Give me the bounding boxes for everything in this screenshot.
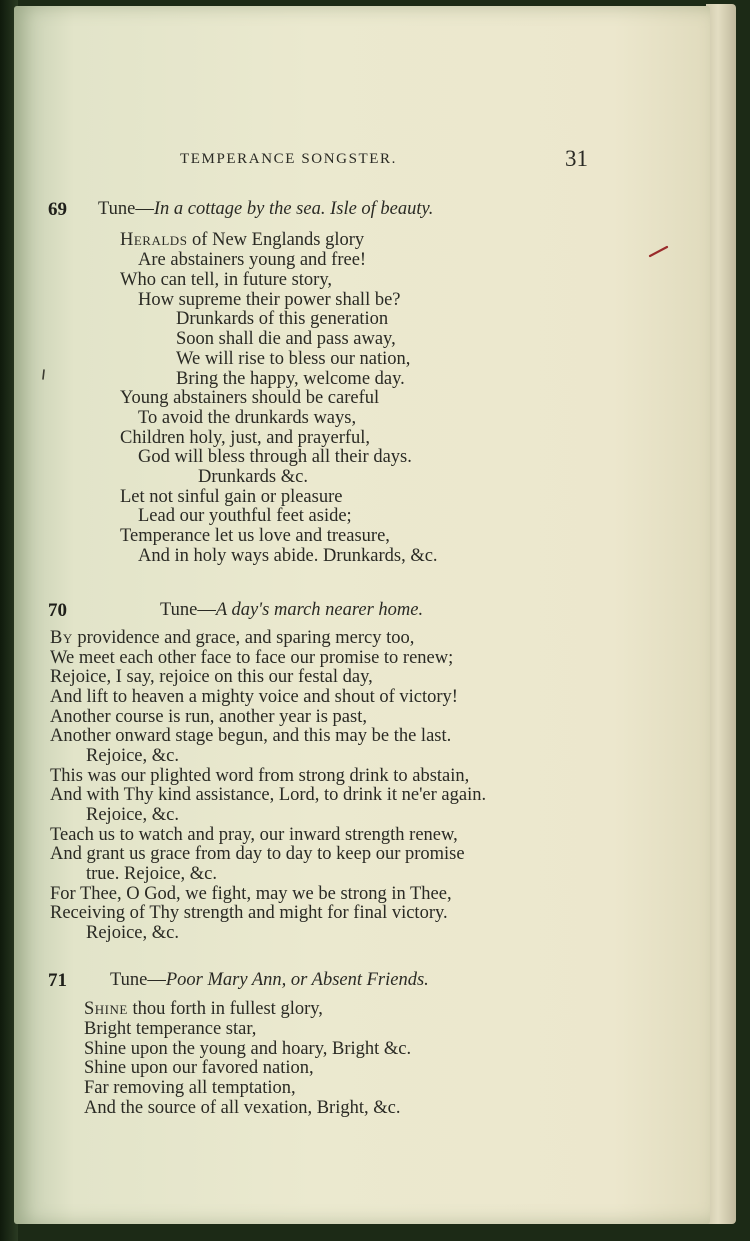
song-69-line-14: Let not sinful gain or pleasure bbox=[120, 487, 343, 507]
song-70-line-6: Another onward stage begun, and this may be the last. bbox=[50, 726, 452, 746]
song-70-line-16: Rejoice, &c. bbox=[86, 923, 179, 943]
song-70-line-15: Receiving of Thy strength and might for final victory. bbox=[50, 903, 448, 923]
song-71-line-2: Bright temperance star, bbox=[84, 1019, 257, 1039]
song-69-line-3: Who can tell, in future story, bbox=[120, 270, 333, 290]
tune-prefix: Tune— bbox=[110, 970, 166, 990]
line-text: of New Englands glory bbox=[187, 230, 365, 250]
page-number: 31 bbox=[565, 146, 588, 171]
tune-name: Poor Mary Ann, or Absent Friends. bbox=[165, 970, 429, 990]
song-70-line-11: Teach us to watch and pray, our inward strength renew, bbox=[50, 825, 458, 845]
drop-word: Heralds bbox=[120, 230, 188, 250]
running-title: TEMPERANCE SONGSTER. bbox=[180, 151, 398, 167]
song-69-line-7: We will rise to bless our nation, bbox=[176, 349, 411, 369]
song-70-line-8: This was our plighted word from strong drink to abstain, bbox=[50, 766, 470, 786]
song-69-line-1 bbox=[120, 231, 364, 251]
drop-word: Shine bbox=[84, 999, 128, 1019]
tune-prefix: Tune— bbox=[160, 600, 216, 620]
song-70-line-7: Rejoice, &c. bbox=[86, 746, 179, 766]
song-69-line-17: And in holy ways abide. Drunkards, &c. bbox=[138, 546, 438, 566]
song-70-line-14: For Thee, O God, we fight, may we be strong in Thee, bbox=[50, 884, 452, 904]
song-69-line-9: Young abstainers should be careful bbox=[120, 388, 380, 408]
song-69-line-2: Are abstainers young and free! bbox=[138, 250, 367, 270]
line-text: providence and grace, and sparing mercy too, bbox=[72, 628, 415, 648]
song-69-line-5: Drunkards of this generation bbox=[176, 309, 389, 329]
song-70-line-10: Rejoice, &c. bbox=[86, 805, 179, 825]
song-70-line-2: We meet each other face to face our promise to renew; bbox=[50, 648, 454, 668]
song-71-line-4: Shine upon our favored nation, bbox=[84, 1058, 314, 1078]
song-69-line-15: Lead our youthful feet aside; bbox=[138, 506, 352, 526]
book-page bbox=[14, 6, 710, 1224]
song-69-line-6: Soon shall die and pass away, bbox=[176, 329, 396, 349]
song-69-line-11: Children holy, just, and prayerful, bbox=[120, 428, 371, 448]
page-edge bbox=[706, 4, 736, 1224]
drop-word: By bbox=[50, 628, 73, 648]
song-70-line-12: And grant us grace from day to day to keep our promise bbox=[50, 844, 465, 864]
song-69-line-8: Bring the happy, welcome day. bbox=[176, 369, 405, 389]
song-69-line-10: To avoid the drunkards ways, bbox=[138, 408, 357, 428]
ink-speck bbox=[40, 368, 48, 382]
song-number-71: 71 bbox=[48, 970, 67, 991]
song-70-line-13: true. Rejoice, &c. bbox=[86, 864, 217, 884]
line-text: thou forth in fullest glory, bbox=[127, 999, 323, 1019]
song-number-69: 69 bbox=[48, 199, 67, 220]
tune-name: A day's march nearer home. bbox=[215, 600, 424, 620]
song-69-line-16: Temperance let us love and treasure, bbox=[120, 526, 390, 546]
song-70-line-1 bbox=[50, 629, 414, 649]
ink-mark bbox=[648, 244, 670, 258]
song-69-line-12: God will bless through all their days. bbox=[138, 447, 412, 467]
song-number-70: 70 bbox=[48, 600, 67, 621]
song-70-tune bbox=[160, 600, 423, 621]
song-70-line-3: Rejoice, I say, rejoice on this our festal day, bbox=[50, 667, 373, 687]
song-70-line-9: And with Thy kind assistance, Lord, to drink it ne'er again. bbox=[50, 785, 487, 805]
song-71-line-3: Shine upon the young and hoary, Bright &c. bbox=[84, 1039, 412, 1059]
song-69-tune bbox=[98, 199, 433, 220]
song-71-line-5: Far removing all temptation, bbox=[84, 1078, 296, 1098]
song-71-line-1 bbox=[84, 1000, 323, 1020]
song-71-line-6: And the source of all vexation, Bright, &c. bbox=[84, 1098, 401, 1118]
song-71-tune bbox=[110, 970, 429, 991]
tune-prefix: Tune— bbox=[98, 199, 154, 219]
tune-name: In a cottage by the sea. Isle of beauty. bbox=[153, 199, 434, 219]
song-69-line-4: How supreme their power shall be? bbox=[138, 290, 401, 310]
song-70-line-5: Another course is run, another year is past, bbox=[50, 707, 367, 727]
song-69-line-13: Drunkards &c. bbox=[198, 467, 308, 487]
song-70-line-4: And lift to heaven a mighty voice and shout of victory! bbox=[50, 687, 458, 707]
